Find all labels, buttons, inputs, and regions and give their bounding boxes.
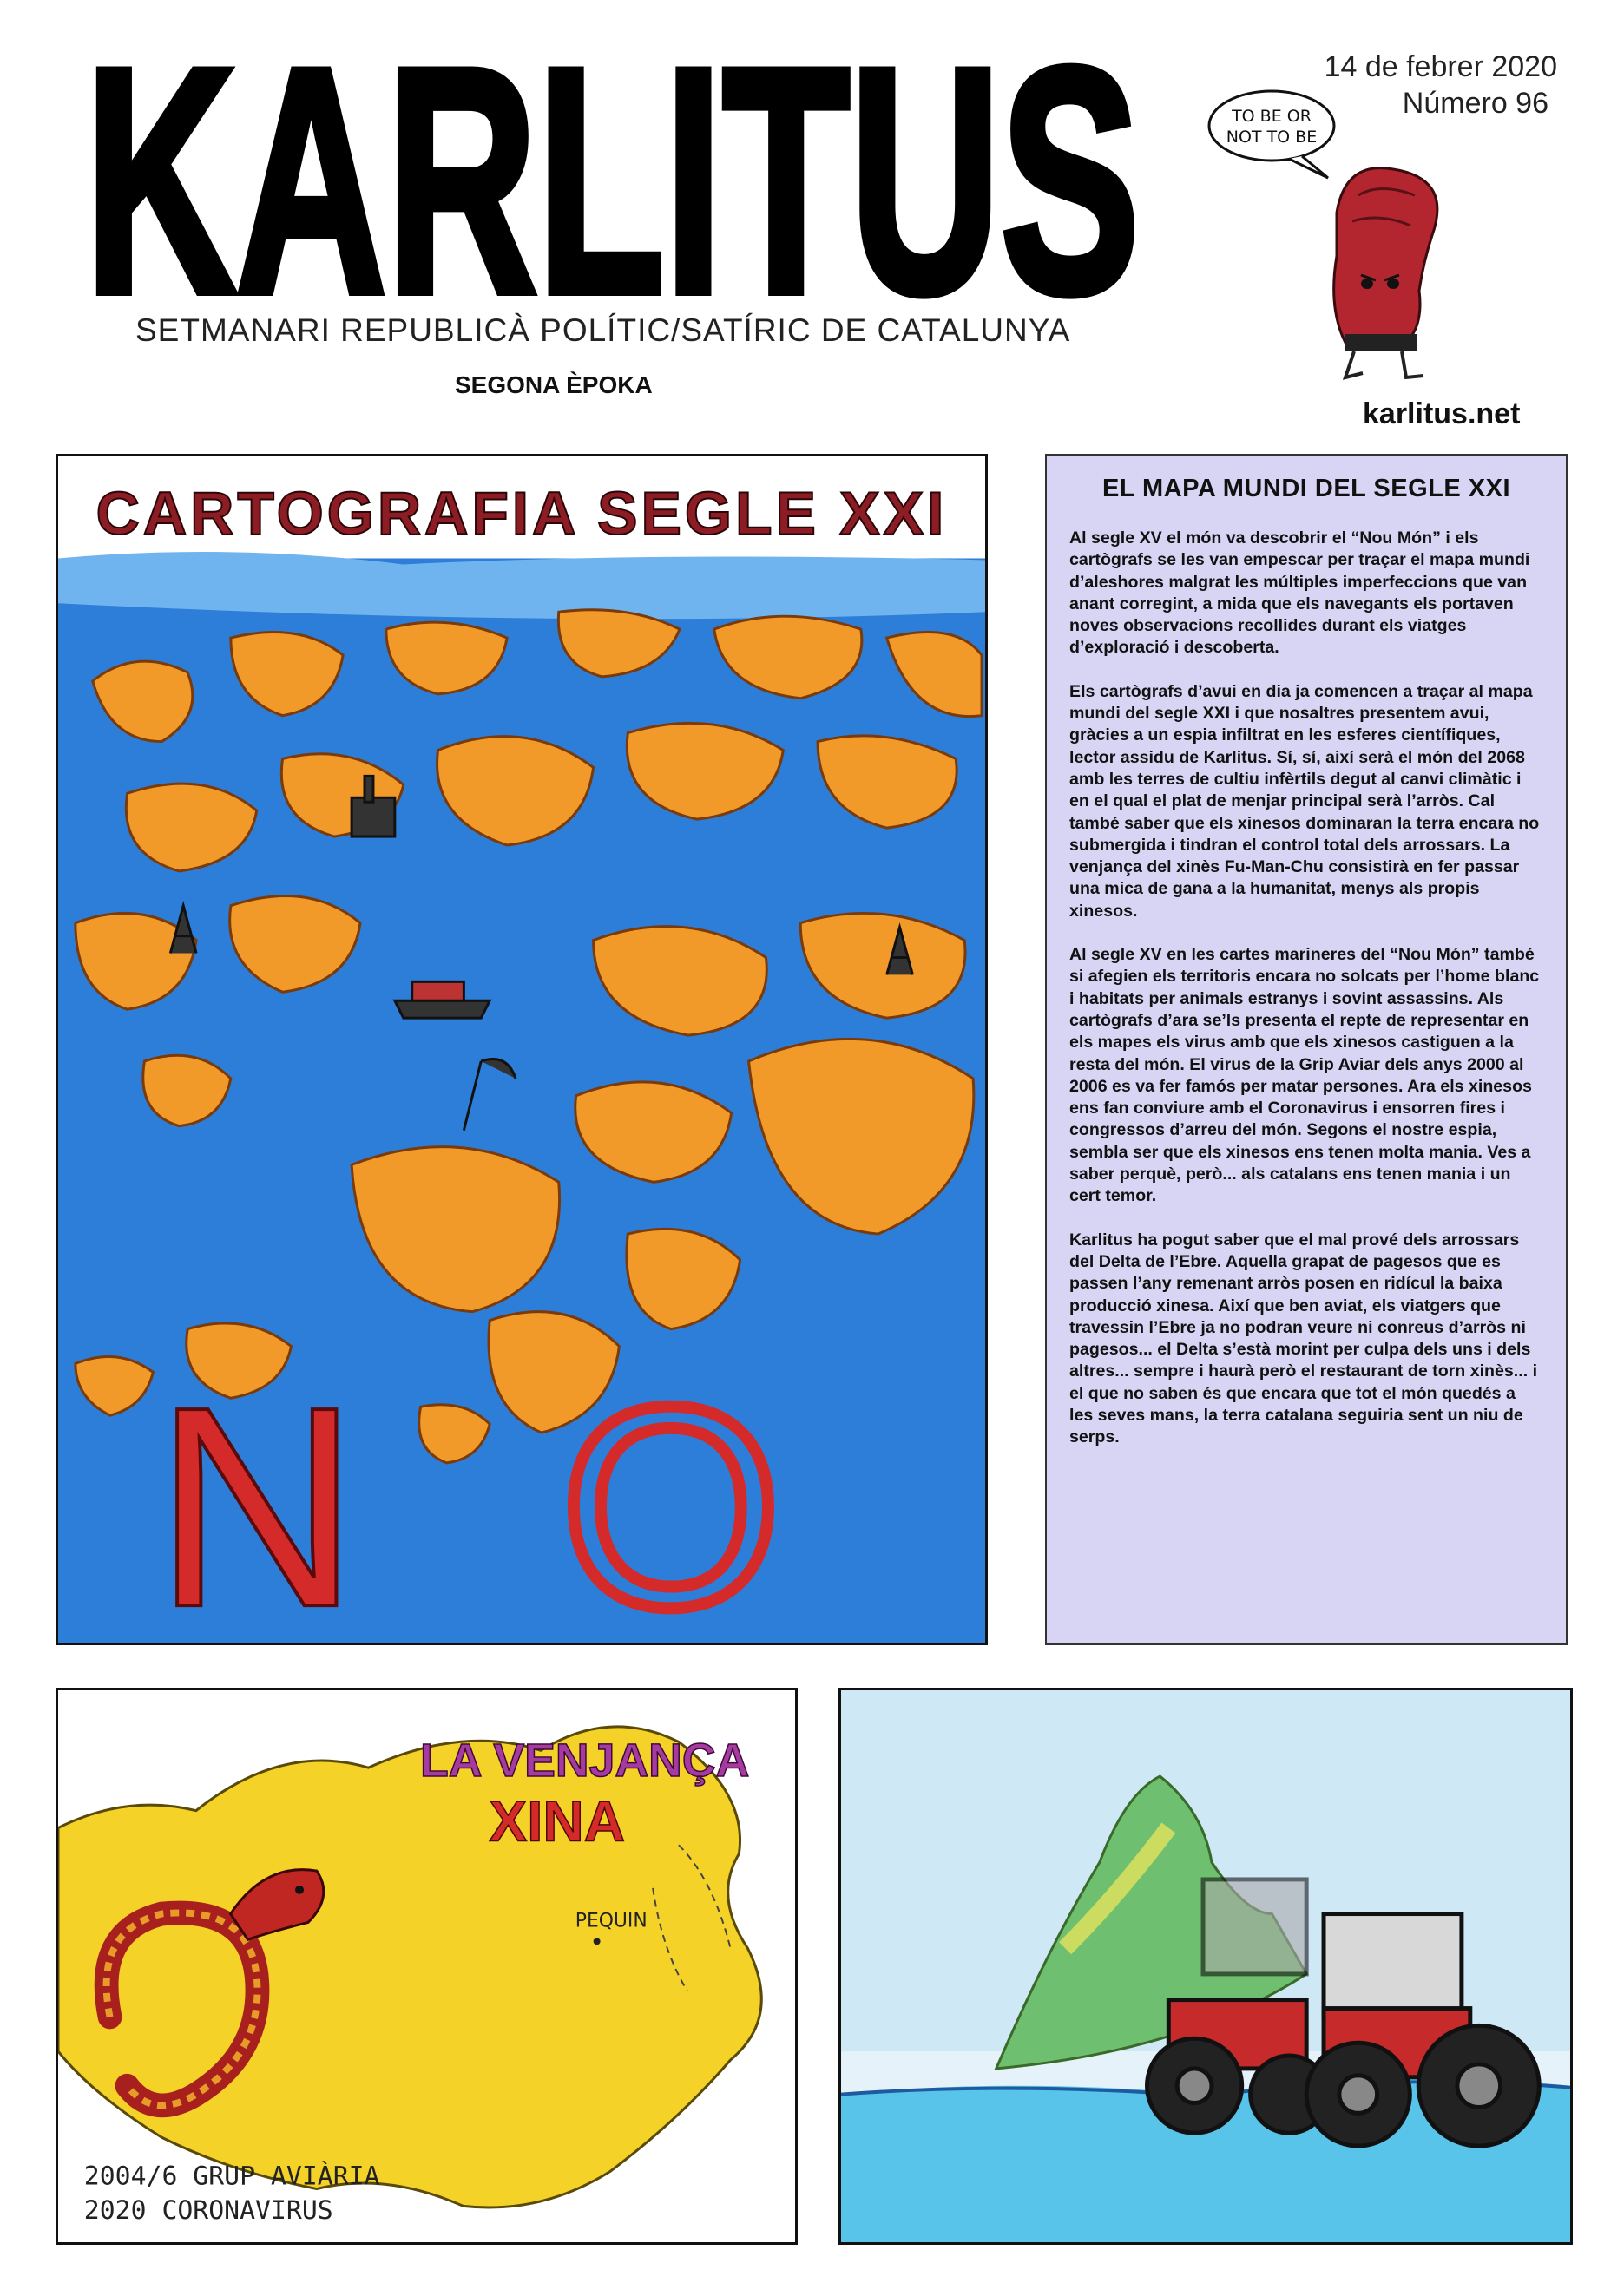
china-title-line-2: XINA	[489, 1789, 626, 1853]
masthead-logo	[85, 50, 1144, 311]
cartoon-world-map	[56, 454, 988, 1645]
cartoon-delta-tractors	[838, 1688, 1573, 2245]
big-letter-n: N	[154, 1348, 360, 1643]
masthead-epoch: SEGONA ÈPOKA	[455, 371, 653, 398]
city-label-pequin: PEQUIN	[575, 1910, 648, 1932]
article-paragraph-4: Karlitus ha pogut saber que el mal prové dels arrossars del Delta de l’Ebre. Aquella grapat de pagesos que es passen l’any remenant arròs posen en ridícul la baixa producció xinesa. Així que ben aviat, els viatgers que travessin l’Ebre ja no podran veure ni conreus d’arròs ni pagesos... el Delta s’està morint per culpa dels uns i dels altres... sempre i haurà però el restaurant de torn xinès... i el que no saben és que encara que tot el món quedés a les seves mans, la terra catalana seguiria sent un niu de serps.	[1069, 1230, 1538, 1447]
issue-date: 14 de febrer 2020	[1324, 50, 1557, 83]
cartoon-world-title: CARTOGRAFIA SEGLE XXI	[95, 479, 948, 548]
big-letter-o: O	[560, 1348, 782, 1643]
karlitus-mascot	[1206, 82, 1493, 386]
masthead-subtitle: SETMANARI REPUBLICÀ POLÍTIC/SATÍRIC DE CATALUNYA	[135, 312, 1071, 348]
china-title-line-1: LA VENJANÇA	[420, 1735, 750, 1788]
issue-number: Número 96	[1402, 87, 1548, 120]
article-paragraph-2: Els cartògrafs d’avui en dia ja comencen a traçar al mapa mundi del segle XXI i que nosaltres presentem avui, gràcies a un espia infiltrat en les esferes científiques, lector assidu de Karlitus. Sí, sí, així serà el món del 2068 amb les terres de cultiu infèrtils degut al canvi climàtic i en el qual el plat de menjar principal serà l’arròs. Cal també saber que els xinesos dominaran la terra encara no submergida i tindran el control total dels arrossars. La venjança del xinès Fu-Man-Chu consistirà en fer passar una mica de gana a la humanitat, menys als propis xinesos.	[1069, 681, 1540, 921]
cartoon-china	[56, 1688, 798, 2245]
speech-bubble-line-2: NOT TO BE	[1226, 128, 1318, 147]
speech-bubble-line-1: TO BE OR	[1232, 107, 1312, 126]
china-caption-line-1: 2004/6 GRUP AVIÀRIA	[83, 2161, 380, 2192]
article-title: EL MAPA MUNDI DEL SEGLE XXI	[1101, 475, 1511, 502]
speech-bubble	[1209, 91, 1334, 161]
china-caption-line-2: 2020 CORONAVIRUS	[83, 2195, 333, 2227]
masthead-title: KARLITUS	[85, 50, 1140, 311]
article-box	[1045, 454, 1568, 1645]
website-link[interactable]: karlitus.net	[1363, 397, 1521, 430]
article-paragraph-1: Al segle XV el món va descobrir el “Nou Món” i els cartògrafs se les van empescar per traçar el mapa mundi d’aleshores malgrat les múltiples imperfeccions que van anant corregint, a mida que els navegants els portaven noves observacions recollides durant els viatges d’exploració i descoberta.	[1069, 528, 1530, 658]
article-paragraph-3: Al segle XV en les cartes marineres del “Nou Món” també si afegien els territoris encara no solcats per l’home blanc i habitats per animals estranys i sovint assassins. Als cartògrafs d’ara se’ls presenta el repte de representar en els mapes els virus amb que els xinesos castiguen a la resta del món. El virus de la Grip Aviar dels anys 2000 al 2006 es va fer famós per matar persones. Ara els xinesos ens fan conviure amb el Coronavirus i ensorren fires i congressos d’arreu del món. Segons el nostre espia, sembla ser que els xinesos ens tenen molta mania. Ves a saber perquè, però... als catalans ens tenen mania i un cert temor.	[1069, 945, 1540, 1206]
